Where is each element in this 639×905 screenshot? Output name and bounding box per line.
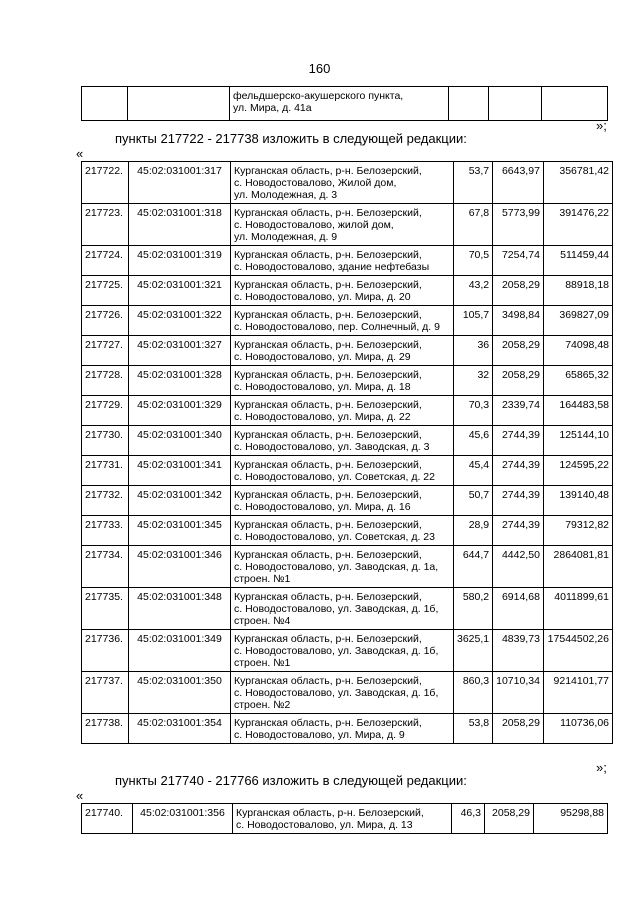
address-line: с. Новодостовалово, ул. Мира, д. 20 [234,291,411,303]
row-number: 217731. [82,456,129,486]
table-row [82,204,613,246]
area: 53,8 [454,714,493,744]
table-row [82,162,613,204]
value: 4011899,61 [543,588,612,630]
cadastral-code: 45:02:031001:349 [129,630,231,672]
table-row [82,672,613,714]
address [231,588,454,630]
area: 28,9 [454,516,493,546]
address-line: Курганская область, р-н. Белозерский, [234,459,422,471]
table-row [82,426,613,456]
address-line: Курганская область, р-н. Белозерский, [234,549,422,561]
area: 32 [454,366,493,396]
table-row [82,246,613,276]
address-line: с. Новодостовалово, ул. Заводская, д. 1б, [234,603,439,615]
main-table [81,161,613,744]
table-row [82,714,613,744]
rate: 2058,29 [485,804,534,834]
cadastral-code: 45:02:031001:317 [129,162,231,204]
table-row [82,546,613,588]
row-number: 217725. [82,276,129,306]
address-line: с. Новодостовалово, пер. Солнечный, д. 9 [234,321,440,333]
bottom-table [81,803,608,834]
address-line: строен. №1 [234,573,291,585]
rate: 2058,29 [493,366,544,396]
closing-quote: »; [596,118,607,133]
table-row [82,588,613,630]
cadastral-code: 45:02:031001:318 [129,204,231,246]
area: 36 [454,336,493,366]
address-line: Курганская область, р-н. Белозерский, [236,807,424,819]
row-number: 217723. [82,204,129,246]
cadastral-code: 45:02:031001:350 [129,672,231,714]
address-line: с. Новодостовалово, ул. Мира, д. 9 [234,729,405,741]
address [231,336,454,366]
address [231,162,454,204]
area: 860,3 [454,672,493,714]
cadastral-code: 45:02:031001:342 [129,486,231,516]
address-line: Курганская область, р-н. Белозерский, [234,519,422,531]
top-table [81,86,608,121]
row-number: 217726. [82,306,129,336]
row-number: 217737. [82,672,129,714]
table-row [82,276,613,306]
address-line: Курганская область, р-н. Белозерский, [234,675,422,687]
area: 53,7 [454,162,493,204]
cadastral-code: 45:02:031001:341 [129,456,231,486]
address-line: строен. №4 [234,615,291,627]
row-number: 217735. [82,588,129,630]
table-row [82,630,613,672]
cadastral-code: 45:02:031001:340 [129,426,231,456]
rate: 2744,39 [493,516,544,546]
table-row [82,87,608,121]
rate: 7254,74 [493,246,544,276]
address [231,366,454,396]
address-line: с. Новодостовалово, ул. Мира, д. 16 [234,501,411,513]
rate: 10710,34 [493,672,544,714]
cadastral-code: 45:02:031001:348 [129,588,231,630]
address-line: строен. №2 [234,699,291,711]
address [231,396,454,426]
table-row [82,486,613,516]
address [231,516,454,546]
cadastral-code: 45:02:031001:319 [129,246,231,276]
address-line: Курганская область, р-н. Белозерский, [234,633,422,645]
address-line: с. Новодостовалово, ул. Заводская, д. 1б, [234,645,439,657]
row-number: 217728. [82,366,129,396]
area: 644,7 [454,546,493,588]
address [230,87,449,121]
row-number: 217730. [82,426,129,456]
rate: 4442,50 [493,546,544,588]
address-line: Курганская область, р-н. Белозерский, [234,339,422,351]
address-line: Курганская область, р-н. Белозерский, [234,207,422,219]
area: 105,7 [454,306,493,336]
value: 125144,10 [543,426,612,456]
address [231,630,454,672]
rate: 6914,68 [493,588,544,630]
rate: 2058,29 [493,276,544,306]
table-row [82,366,613,396]
address-line: строен. №1 [234,657,291,669]
rate: 2058,29 [493,714,544,744]
cadastral-code: 45:02:031001:345 [129,516,231,546]
address-line: Курганская область, р-н. Белозерский, [234,717,422,729]
opening-quote: « [76,146,84,161]
amendment-paragraph: пункты 217740 - 217766 изложить в следующей редакции: [115,773,467,788]
area: 3625,1 [454,630,493,672]
page-number: 160 [308,61,331,76]
opening-quote: « [76,788,84,803]
address-line: Курганская область, р-н. Белозерский, [234,249,422,261]
value: 9214101,77 [543,672,612,714]
value: 110736,06 [543,714,612,744]
row-number: 217734. [82,546,129,588]
value: 65865,32 [543,366,612,396]
address-line: ул. Молодежная, д. 9 [234,231,338,243]
address [231,426,454,456]
address [231,672,454,714]
row-number: 217738. [82,714,129,744]
address [231,204,454,246]
value: 164483,58 [543,396,612,426]
rate: 2744,39 [493,486,544,516]
address-line: фельдшерско-акушерского пункта, [233,90,404,102]
value: 369827,09 [543,306,612,336]
table-row [82,804,608,834]
table-row [82,336,613,366]
row-number [82,87,128,121]
address-line: с. Новодостовалово, Жилой дом, [234,177,397,189]
address [231,486,454,516]
row-number: 217729. [82,396,129,426]
rate: 2058,29 [493,336,544,366]
address [231,546,454,588]
address-line: Курганская область, р-н. Белозерский, [234,591,422,603]
address-line: Курганская область, р-н. Белозерский, [234,279,422,291]
address-line: с. Новодостовалово, ул. Мира, д. 13 [236,819,413,831]
area: 70,3 [454,396,493,426]
value: 511459,44 [543,246,612,276]
value: 2864081,81 [543,546,612,588]
cadastral-code: 45:02:031001:327 [129,336,231,366]
address-line: Курганская область, р-н. Белозерский, [234,399,422,411]
value: 391476,22 [543,204,612,246]
value: 79312,82 [543,516,612,546]
value: 74098,48 [543,336,612,366]
cadastral-code: 45:02:031001:329 [129,396,231,426]
value: 124595,22 [543,456,612,486]
value: 95298,88 [534,804,608,834]
table-row [82,396,613,426]
area: 67,8 [454,204,493,246]
address-line: с. Новодостовалово, жилой дом, [234,219,394,231]
closing-quote: »; [596,760,607,775]
row-number: 217727. [82,336,129,366]
rate: 6643,97 [493,162,544,204]
rate: 2339,74 [493,396,544,426]
area: 43,2 [454,276,493,306]
row-number: 217724. [82,246,129,276]
address [231,456,454,486]
address-line: с. Новодостовалово, ул. Мира, д. 18 [234,381,411,393]
address [231,714,454,744]
area: 70,5 [454,246,493,276]
address [231,246,454,276]
address [231,306,454,336]
value: 356781,42 [543,162,612,204]
address-line: Курганская область, р-н. Белозерский, [234,165,422,177]
row-number: 217740. [82,804,133,834]
address-line: с. Новодостовалово, ул. Заводская, д. 3 [234,441,430,453]
address-line: Курганская область, р-н. Белозерский, [234,369,422,381]
value: 88918,18 [543,276,612,306]
rate: 2744,39 [493,426,544,456]
rate: 2744,39 [493,456,544,486]
value [542,87,608,121]
table-row [82,516,613,546]
address [231,276,454,306]
address-line: с. Новодостовалово, здание нефтебазы [234,261,430,273]
rate [489,87,542,121]
address-line: с. Новодостовалово, ул. Советская, д. 23 [234,531,435,543]
area: 45,4 [454,456,493,486]
address-line: Курганская область, р-н. Белозерский, [234,309,422,321]
address-line: с. Новодостовалово, ул. Заводская, д. 1б, [234,687,439,699]
cadastral-code [128,87,230,121]
row-number: 217733. [82,516,129,546]
address-line: ул. Молодежная, д. 3 [234,189,338,201]
cadastral-code: 45:02:031001:356 [133,804,233,834]
rate: 5773,99 [493,204,544,246]
table-row [82,456,613,486]
address-line: Курганская область, р-н. Белозерский, [234,429,422,441]
area: 46,3 [452,804,485,834]
row-number: 217722. [82,162,129,204]
rate: 3498,84 [493,306,544,336]
rate: 4839,73 [493,630,544,672]
cadastral-code: 45:02:031001:328 [129,366,231,396]
table-row [82,306,613,336]
address-line: Курганская область, р-н. Белозерский, [234,489,422,501]
cadastral-code: 45:02:031001:322 [129,306,231,336]
row-number: 217736. [82,630,129,672]
address-line: с. Новодостовалово, ул. Заводская, д. 1а, [234,561,439,573]
address-line: с. Новодостовалово, ул. Мира, д. 29 [234,351,411,363]
address-line: с. Новодостовалово, ул. Советская, д. 22 [234,471,435,483]
address-line: с. Новодостовалово, ул. Мира, д. 22 [234,411,411,423]
area [449,87,489,121]
address-line: ул. Мира, д. 41а [233,102,312,114]
cadastral-code: 45:02:031001:346 [129,546,231,588]
cadastral-code: 45:02:031001:354 [129,714,231,744]
row-number: 217732. [82,486,129,516]
area: 45,6 [454,426,493,456]
value: 139140,48 [543,486,612,516]
address [233,804,452,834]
area: 580,2 [454,588,493,630]
area: 50,7 [454,486,493,516]
value: 17544502,26 [543,630,612,672]
cadastral-code: 45:02:031001:321 [129,276,231,306]
amendment-paragraph: пункты 217722 - 217738 изложить в следующей редакции: [115,131,467,146]
